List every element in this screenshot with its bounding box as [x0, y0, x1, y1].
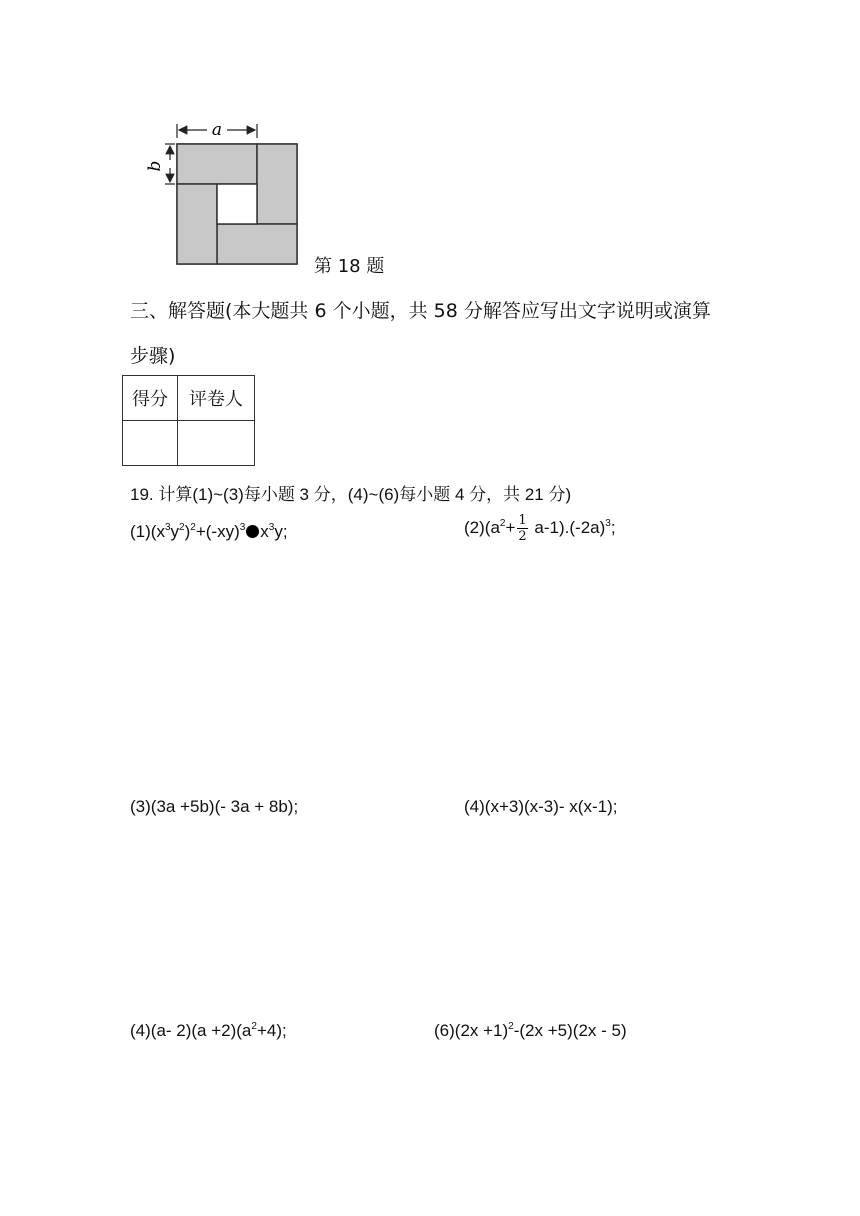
square-diagram [135, 116, 305, 268]
score-header-cell: 得分 [123, 376, 178, 421]
section-heading-line2: 步骤) [130, 345, 176, 367]
rect-bottom [217, 224, 297, 264]
question-18-figure [135, 116, 305, 268]
inner-square [217, 184, 257, 224]
question-19-title: 19. 计算(1)~(3)每小题 3 分，(4)~(6)每小题 4 分，共 21 分) [130, 485, 572, 504]
multiply-dot-icon [246, 525, 259, 538]
problem-3: (3)(3a +5b)(- 3a + 8b); [130, 797, 299, 816]
figure-caption: 第 18 题 [314, 256, 385, 277]
rect-left [177, 184, 217, 264]
rect-right [257, 144, 297, 224]
problem-5: (4)(a- $2)(a +2)(a^2+4)$; [130, 1021, 287, 1040]
problem-6: $(6)(2x +1)^2-(2x +5)(2x - 5)$ [434, 1021, 627, 1040]
table-row [123, 376, 255, 421]
rect-top [177, 144, 257, 184]
problem-2: $(2)(a^2+$ $\frac{1}{2}$ $a-1).(-2a)^3$; [464, 513, 616, 544]
score-table [122, 375, 255, 466]
fraction-one-half: $\frac{1}{2}$ [518, 513, 527, 544]
table-row [123, 421, 255, 466]
grader-input-cell[interactable] [178, 421, 255, 466]
score-input-cell[interactable] [123, 421, 178, 466]
grader-header-cell: 评卷人 [178, 376, 255, 421]
problem-1: $(1)(x^3y^2)^2+(-xy)^3$ $x^3y$; [130, 522, 288, 541]
problem-4: (4)(x+3)(x-3)- x(x-1); [464, 797, 618, 816]
label-a: a [211, 120, 223, 140]
label-b: b [145, 160, 165, 172]
section-heading-line1: 三、解答题(本大题共 6 个小题，共 58 分解答应写出文字说明或演算 [130, 300, 711, 322]
